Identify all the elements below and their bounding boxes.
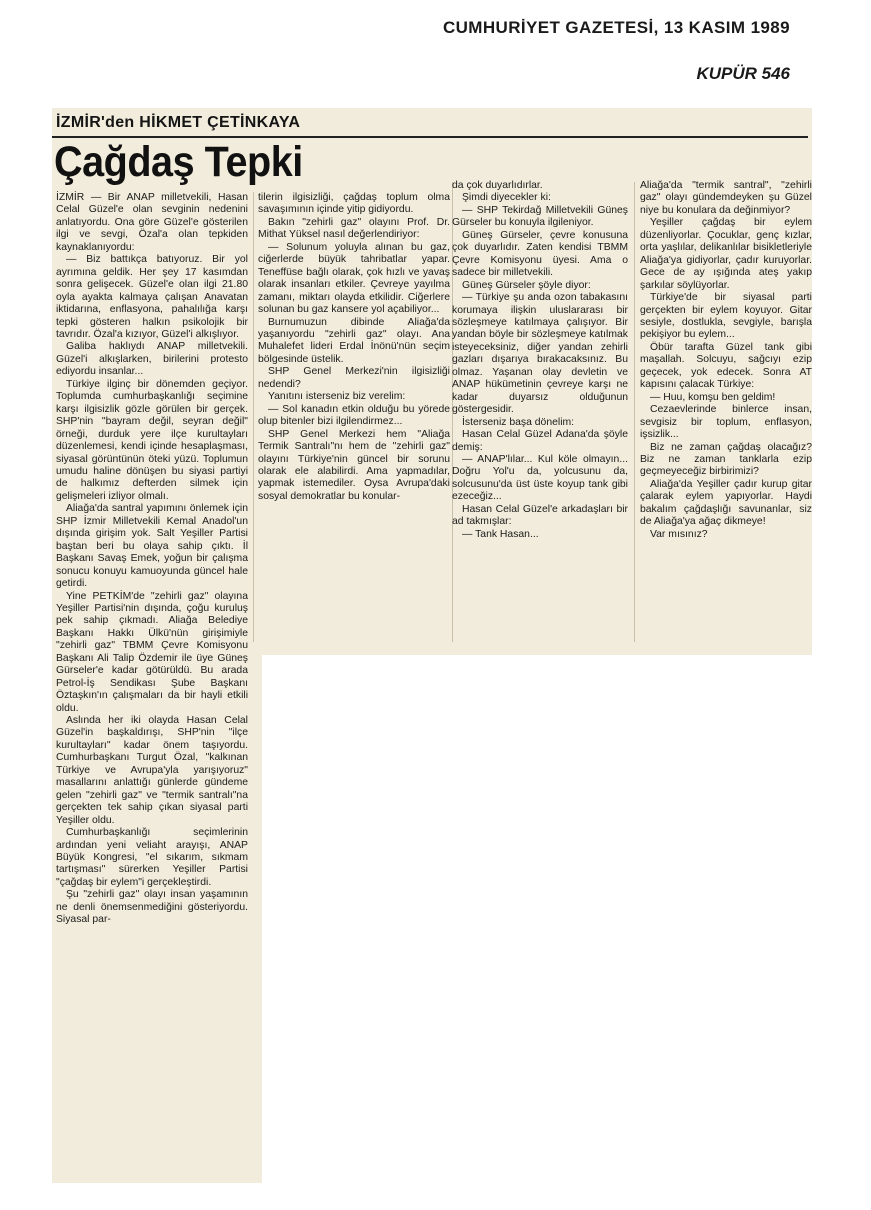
article-paragraph: Türkiye'de bir siyasal parti gerçekten bir eylem koyuyor. Gitar sesiyle, dostlukla, sevgiyle, barışla pekişiyor bu eylem... bbox=[640, 292, 812, 341]
article-paragraph: Aslında her iki olayda Hasan Celal Güzel'in başkaldırışı, SHP'nin "ilçe kurultayları" kadar önem taşıyordu. Cumhurbaşkanı Turgut Özal, "kalkınan Türkiye ve Avrupa'yla yarışıyoruz" masallarını anlattığı günlerde gündeme gelen "zehirli gaz" ve "termik santralı"na gerçekten tek sahip çıkan siyasal parti Yeşiller oldu. bbox=[56, 715, 248, 826]
article-paragraph: — Biz battıkça batıyoruz. Bir yol ayrımına geldik. Her şey 17 kasımdan sonra gelişecek. Güzel'e olan ilgi 21.80 oyla ayakta kalmaya çalışan Anavatan iktidarına, enflasyona, pahalılığa karşı tepki gösteren halkın psikolojik bir tavrıdır. Özal'a kızıyor, Güzel'i alkışlıyor. bbox=[56, 254, 248, 340]
article-paragraph: Güneş Gürseler, çevre konusuna çok duyarlıdır. Zaten kendisi TBMM Çevre Komisyonu üyesi. Ama o sadece bir milletvekili. bbox=[452, 229, 628, 279]
article-paragraph: SHP Genel Merkezi'nin ilgisizliği nedendi? bbox=[258, 366, 450, 390]
newspaper-source-date: CUMHURİYET GAZETESİ, 13 KASIM 1989 bbox=[442, 18, 790, 37]
article-paragraph: Aliağa'da "termik santral", "zehirli gaz" olayı gündemdeyken şu Güzel niye bu konulara da değinmiyor? bbox=[640, 180, 812, 216]
article-paragraph: Yanıtını isterseniz biz verelim: bbox=[268, 391, 406, 403]
article-paragraph: Cumhurbaşkanlığı seçimlerinin ardından yeni veliaht arayışı, ANAP Büyük Kongresi, "el sıkarım, sıkmam tartışması" sürerken Yeşiller Partisi "çağdaş bir eylem"i gerçekleştirdi. bbox=[56, 827, 248, 888]
article-paragraph: Öbür tarafta Güzel tank gibi maşallah. Solcuyu, sağcıyı ezip geçecek, yok edecek. Sonra AT kapısını çalacak Türkiye: bbox=[640, 341, 812, 391]
article-paragraph: Cezaevlerinde binlerce insan, sevgisiz bir toplum, enflasyon, işsizlik... bbox=[640, 404, 812, 441]
article-paragraph: Aliağa'da Yeşiller çadır kurup gitar çalarak eylem yapıyorlar. Haydi bakalım çağdaşlığı savunanlar, siz de Aliağa'ya ağaç dikmeye! bbox=[640, 478, 812, 528]
article-paragraph: — Sol kanadın etkin olduğu bu yörede olup bitenler bizi ilgilendirmez... bbox=[258, 403, 450, 428]
column-divider bbox=[634, 182, 635, 642]
article-paragraph: Galiba haklıydı ANAP milletvekili. Güzel'i alkışlarken, birilerini protesto ediyordu insanlar... bbox=[56, 341, 248, 378]
article-column-4 bbox=[640, 180, 812, 541]
article-paragraph: Yeşiller çağdaş bir eylem düzenliyorlar. Çocuklar, genç kızlar, orta yaşlılar, delikanlılar bisikletleriyle Aliağa'ya gidiyorlar, çadır kuruyorlar. Gece de ay ışığında ateş yakıp şarkılar söylüyorlar. bbox=[640, 217, 812, 291]
article-headline: Çağdaş Tepki bbox=[54, 138, 303, 186]
article-paragraph: SHP Genel Merkezi hem "Aliağa Termik Santralı"nı hem de "zehirli gaz" olayını Türkiye'nin güncel bir sorunu olarak ele alabilirdi. Ama yapmadılar, yapmak istemediler. Oysa Avrupa'daki sosyal demokratlar bu konular- bbox=[258, 428, 450, 502]
article-paragraph: Biz ne zaman çağdaş olacağız? Biz ne zaman tanklarla ezip geçmeyeceğiz birbirimizi? bbox=[640, 441, 812, 478]
clip-number: KUPÜR 546 bbox=[696, 64, 790, 83]
article-paragraph: Var mısınız? bbox=[650, 528, 708, 540]
article-paragraph: — ANAP'lılar... Kul köle olmayın... Doğru Yol'u da, yolcusunu da, solcusunu'da üst üste koyup tank gibi ezeceğiz... bbox=[452, 453, 628, 503]
article-column-2 bbox=[258, 192, 450, 503]
article-column-3 bbox=[452, 180, 628, 541]
article-paragraph: Yine PETKİM'de "zehirli gaz" olayına Yeşiller Partisi'nin dışında, çoğu kuruluş pek sahip çıkmadı. Aliağa Belediye Başkanı Hakkı Ülkü'nün girişimiyle "zehirli gaz" TBMM Çevre Komisyonu Başkanı Ali Talip Özdemir ile üye Güneş Gürseler'e kadar götürüldü. Bu arada Petrol-İş Sendikası Şube Başkanı Öztaşkın'ın çalışmaları da bir hayli etkili oldu. bbox=[56, 590, 248, 714]
article-paragraph: — Tank Hasan... bbox=[462, 528, 539, 540]
article-paragraph: — Solunum yoluyla alınan bu gaz, ciğerlerde büyük tahribatlar yapar. Teneffüse bağlı olarak, çok hızlı ve yavaş olarak insanları etkiler. Çevreye yayılma zamanı, miktarı olayda etkilidir. Ciğerlere solunan bu gaz kansere yol açabiliyor... bbox=[258, 241, 450, 316]
column-divider bbox=[253, 192, 254, 642]
article-paragraph: Şimdi diyecekler ki: bbox=[462, 192, 551, 204]
article-paragraph: İZMİR — Bir ANAP milletvekili, Hasan Celal Güzel'e olan sevginin nedenini anlatıyordu. Ona göre Güzel'e gösterilen ilgi ve sevgi, Özal'a olan tepkiden kaynaklanıyordu: bbox=[56, 192, 248, 253]
article-paragraph: — Türkiye şu anda ozon tabakasını korumaya ilişkin uluslararası bir sözleşmeye katılmaya çalışıyor. Bir yandan böyle bir sözleşmeye katılmak isteyeceksiniz, diğer yandan zehirli gazları dışarıya bırakacaksınız. Bu olmaz. Yaşanan olay devletin ve ANAP hükümetinin çevreye karşı ne kadar duyarsız olduğunun göstergesidir. bbox=[452, 292, 628, 416]
article-column-1 bbox=[56, 192, 248, 927]
article-paragraph: Aliağa'da santral yapımını önlemek için SHP İzmir Milletvekili Kemal Anadol'un dışında girişim yok. Salt Yeşiller Partisi baştan beri bu olaya sahip çıktı. İl Başkanı Savaş Emek, yoğun bir çalışma sonucu konuyu kamuoyunda güncel hale getirdi. bbox=[56, 503, 248, 590]
article-paragraph: tilerin ilgisizliği, çağdaş toplum olma savaşımının içinde yitip gidiyordu. bbox=[258, 192, 450, 216]
article-paragraph: Hasan Celal Güzel Adana'da şöyle demiş: bbox=[452, 429, 628, 453]
article-paragraph: — SHP Tekirdağ Milletvekili Güneş Gürseler bu konuyla ilgileniyor. bbox=[452, 204, 628, 229]
article-paragraph: — Huu, komşu ben geldim! bbox=[650, 391, 776, 403]
article-paragraph: da çok duyarlıdırlar. bbox=[452, 180, 543, 191]
article-paragraph: İsterseniz başa dönelim: bbox=[462, 416, 575, 428]
article-byline: İZMİR'den HİKMET ÇETİNKAYA bbox=[56, 114, 301, 131]
article-paragraph: Bakın "zehirli gaz" olayını Prof. Dr. Mithat Yüksel nasıl değerlendiriyor: bbox=[258, 216, 450, 241]
article-paragraph: Hasan Celal Güzel'e arkadaşları bir ad takmışlar: bbox=[452, 503, 628, 528]
article-paragraph: Türkiye ilginç bir dönemden geçiyor. Toplumda cumhurbaşkanlığı seçimine karşı ilgisizlik gözle görülen bir gerçek. SHP'nin "bayram değil, seyran değil" örneği, durduk yere ilçe kurultayları düzenlemesi, kendi içinde hesaplaşması, siyasal görüntünün öteki yüzü. Toplumun umudu haline dönüşen bu siyasi partiyi de halkımız defterden silmek için gelişmeleri izliyor olmalı. bbox=[56, 378, 248, 502]
article-paragraph: Şu "zehirli gaz" olayı insan yaşamının ne denli önemsenmediğini gösteriyordu. Siyasal par- bbox=[56, 889, 248, 926]
newspaper-clipping bbox=[52, 108, 812, 1183]
article-paragraph: Burnumuzun dibinde Aliağa'da yaşanıyordu "zehirli gaz" olayı. Ana Muhalefet lideri Erdal İnönü'nün seçim bölgesinde üstelik. bbox=[258, 316, 450, 365]
article-paragraph: Güneş Gürseler şöyle diyor: bbox=[462, 279, 591, 291]
